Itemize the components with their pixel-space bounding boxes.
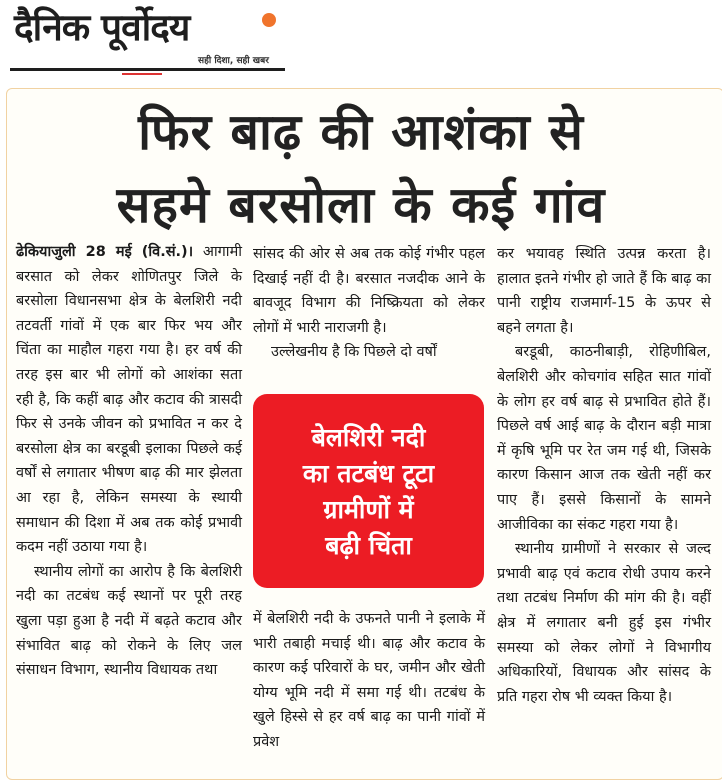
- headline-line-1: फिर बाढ़ की आशंका से: [138, 103, 584, 161]
- tagline: सही दिशा, सही खबर: [198, 56, 269, 66]
- article-paragraph: में बेलशिरी नदी के उफनते पानी ने इलाके में भारी तबाही मचाई थी। बाढ़ और कटाव के कारण कई परिवारों के घर, जमीन और खेती योग्य भूमि नदी में समा गई थी। तटबंध के खुले हिस्से से हर वर्ष बाढ़ का पानी गांवों में प्रवेश: [253, 611, 485, 750]
- article-paragraph: उल्लेखनीय है कि पिछले दो वर्षों: [271, 344, 437, 361]
- headline-line-2: सहमे बरसोला के कई गांव: [116, 176, 606, 234]
- pull-quote-box: [253, 394, 484, 588]
- article-column-3: [497, 242, 711, 709]
- article-paragraph: बरडूबी, काठनीबाड़ी, रोहिणीबिल, बेलशिरी और कोचगांव सहित सात गांवों के लोग हर वर्ष बाढ़ से प्रभावित होते हैं। पिछले वर्ष आई बाढ़ के दौरान बड़ी मात्रा में कृषि भूमि पर रेत जम गई थी, जिसके कारण किसान आज तक खेती नहीं कर पाए हैं। इससे किसानों के सामने आजीविका का संकट गहरा गया है।: [497, 344, 711, 533]
- pull-quote-line: ग्रामीणों में: [323, 495, 414, 524]
- logo-underline: [10, 68, 285, 71]
- pull-quote-line: बेलशिरी नदी: [311, 423, 426, 452]
- paragraph-text: आगामी बरसात को लेकर शोणितपुर जिले के बरसोला विधानसभा क्षेत्र के बेलशिरी नदी तटवर्ती गांवों में एक बार फिर भय और चिंता का माहौल गहरा गया है। हर वर्ष की तरह इस बार भी लोगों को आशंका सता रही है, कि कहीं बाढ़ और कटाव की त्रासदी फिर से उनके जीवन को प्रभावित न कर दे बरसोला क्षेत्र का बरडूबी इलाका पिछले कई वर्षों से लगातार भीषण बाढ़ की मार झेलता आ रहा है, लेकिन समस्या के स्थायी समाधान की दिशा में अब तक कोई प्रभावी कदम नहीं उठाया गया है।: [16, 244, 242, 556]
- pull-quote-text: [253, 420, 484, 564]
- article-paragraph: कर भयावह स्थिति उत्पन्न करता है। हालात इतने गंभीर हो जाते हैं कि बाढ़ का पानी राष्ट्रीय राजमार्ग-15 के ऊपर से बहने लगता है।: [497, 246, 711, 336]
- logo-dot-icon: [262, 13, 276, 27]
- article-paragraph: स्थानीय लोगों का आरोप है कि बेलशिरी नदी का तटबंध कई स्थानों पर पूरी तरह खुला पड़ा हुआ है नदी में बढ़ते कटाव और संभावित बाढ़ को रोकने के लिए जल संसाधन विभाग, स्थानीय विधायक तथा: [16, 563, 242, 679]
- article-column-1: [16, 240, 242, 683]
- masthead: [0, 0, 722, 78]
- article-paragraph: स्थानीय ग्रामीणों ने सरकार से जल्द प्रभावी बाढ़ एवं कटाव रोधी उपाय करने तथा तटबंध निर्माण की मांग की है। वहीं क्षेत्र में लगातार बनी हुई इस गंभीर समस्या को लेकर लोगों ने विभागीय अधिकारियों, विधायक और सांसद के प्रति गहरा रोष भी व्यक्त किया है।: [497, 541, 711, 705]
- dateline: ढेकियाजुली 28 मई (वि.सं.)।: [16, 244, 194, 260]
- article-column-2-top: [253, 242, 485, 365]
- newspaper-logo: दैनिक पूर्वोदय: [14, 6, 190, 49]
- article-column-2-bottom: [253, 607, 485, 755]
- article-paragraph: सांसद की ओर से अब तक कोई गंभीर पहल दिखाई नहीं दी है। बरसात नजदीक आने के बावजूद विभाग की निष्क्रियता को लेकर लोगों में भारी नाराजगी है।: [253, 246, 485, 336]
- pull-quote-line: का तटबंध टूटा: [302, 459, 435, 488]
- article-paragraph: [16, 240, 242, 560]
- pull-quote-line: बढ़ी चिंता: [325, 531, 412, 560]
- logo-accent-line: [122, 73, 162, 75]
